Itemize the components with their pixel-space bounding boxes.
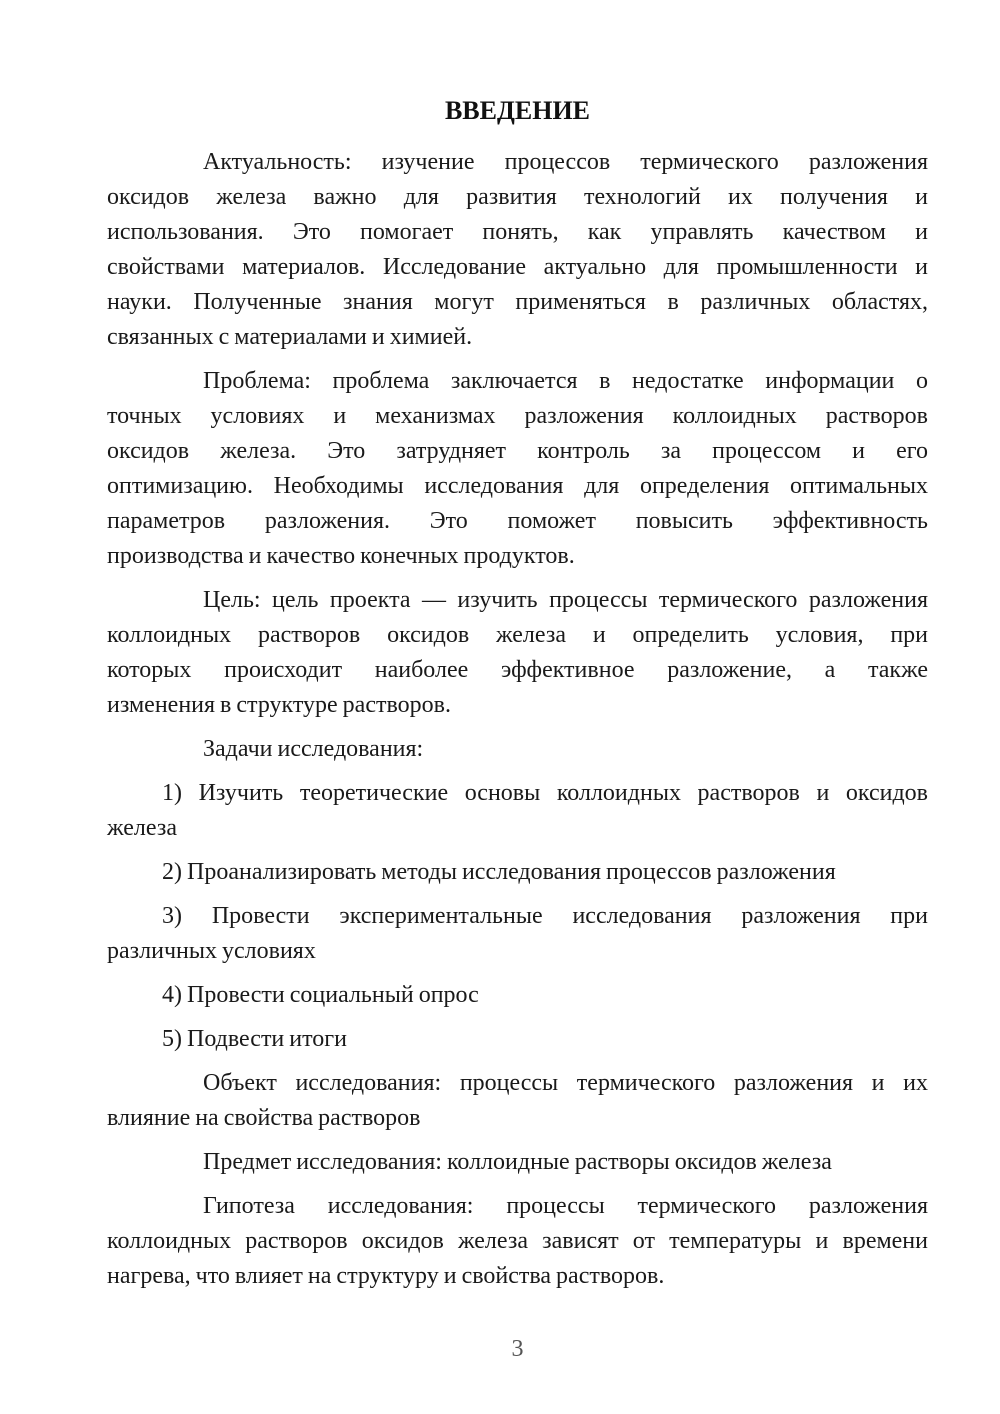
text-line: Цель: цель проекта — изучить процессы термического разложения (203, 587, 928, 613)
text-line: оксидов железа. Это затрудняет контроль за процессом и его (107, 438, 928, 464)
text-line: Объект исследования: процессы термического разложения и их (203, 1070, 928, 1096)
paragraph-research-object (107, 1066, 928, 1136)
text-line: науки. Полученные знания могут применяться в различных областях, (107, 289, 928, 315)
text-line: 1) Изучить теоретические основы коллоидных растворов и оксидов (162, 780, 928, 806)
text-line: коллоидных растворов оксидов железа зависят от температуры и времени (107, 1228, 928, 1254)
paragraph-task-1 (107, 776, 928, 846)
text-line: связанных с материалами и химией. (107, 324, 473, 350)
text-line: 2) Проанализировать методы исследования процессов разложения (162, 859, 836, 885)
text-line: производства и качество конечных продуктов. (107, 543, 575, 569)
page-content (107, 96, 928, 1367)
page-title: ВВЕДЕНИЕ (444, 96, 591, 125)
text-line: влияние на свойства растворов (107, 1105, 421, 1131)
paragraph-task-2 (107, 855, 928, 890)
paragraph-hypothesis (107, 1189, 928, 1294)
text-line: железа (107, 815, 177, 841)
text-line: использования. Это помогает понять, как управлять качеством и (107, 219, 928, 245)
text-line: Предмет исследования: коллоидные растворы оксидов железа (203, 1149, 832, 1175)
text-line: изменения в структуре растворов. (107, 692, 451, 718)
page-number: 3 (511, 1336, 524, 1362)
text-line: которых происходит наиболее эффективное разложение, а также (107, 657, 928, 683)
text-line: 3) Провести экспериментальные исследования разложения при (162, 903, 928, 929)
text-line: Проблема: проблема заключается в недостатке информации о (203, 368, 928, 394)
paragraph-problem (107, 364, 928, 574)
paragraph-task-4 (107, 978, 928, 1013)
text-line: Актуальность: изучение процессов термического разложения (203, 149, 928, 175)
text-line: параметров разложения. Это поможет повысить эффективность (107, 508, 928, 534)
paragraph-task-5 (107, 1022, 928, 1057)
text-line: 4) Провести социальный опрос (162, 982, 479, 1008)
paragraph-research-subject (107, 1145, 928, 1180)
text-line: 5) Подвести итоги (162, 1026, 347, 1052)
text-line: различных условиях (107, 938, 316, 964)
text-line: свойствами материалов. Исследование актуально для промышленности и (107, 254, 928, 280)
paragraph-tasks-heading (107, 732, 928, 767)
text-line: коллоидных растворов оксидов железа и определить условия, при (107, 622, 928, 648)
document-body (107, 145, 928, 1294)
text-line: нагрева, что влияет на структуру и свойства растворов. (107, 1263, 665, 1289)
text-line: Гипотеза исследования: процессы термического разложения (203, 1193, 928, 1219)
paragraph-task-3 (107, 899, 928, 969)
paragraph-actuality (107, 145, 928, 355)
text-line: Задачи исследования: (203, 736, 424, 762)
text-line: точных условиях и механизмах разложения коллоидных растворов (107, 403, 928, 429)
paragraph-goal (107, 583, 928, 723)
text-line: оптимизацию. Необходимы исследования для определения оптимальных (107, 473, 928, 499)
text-line: оксидов железа важно для развития технологий их получения и (107, 184, 928, 210)
